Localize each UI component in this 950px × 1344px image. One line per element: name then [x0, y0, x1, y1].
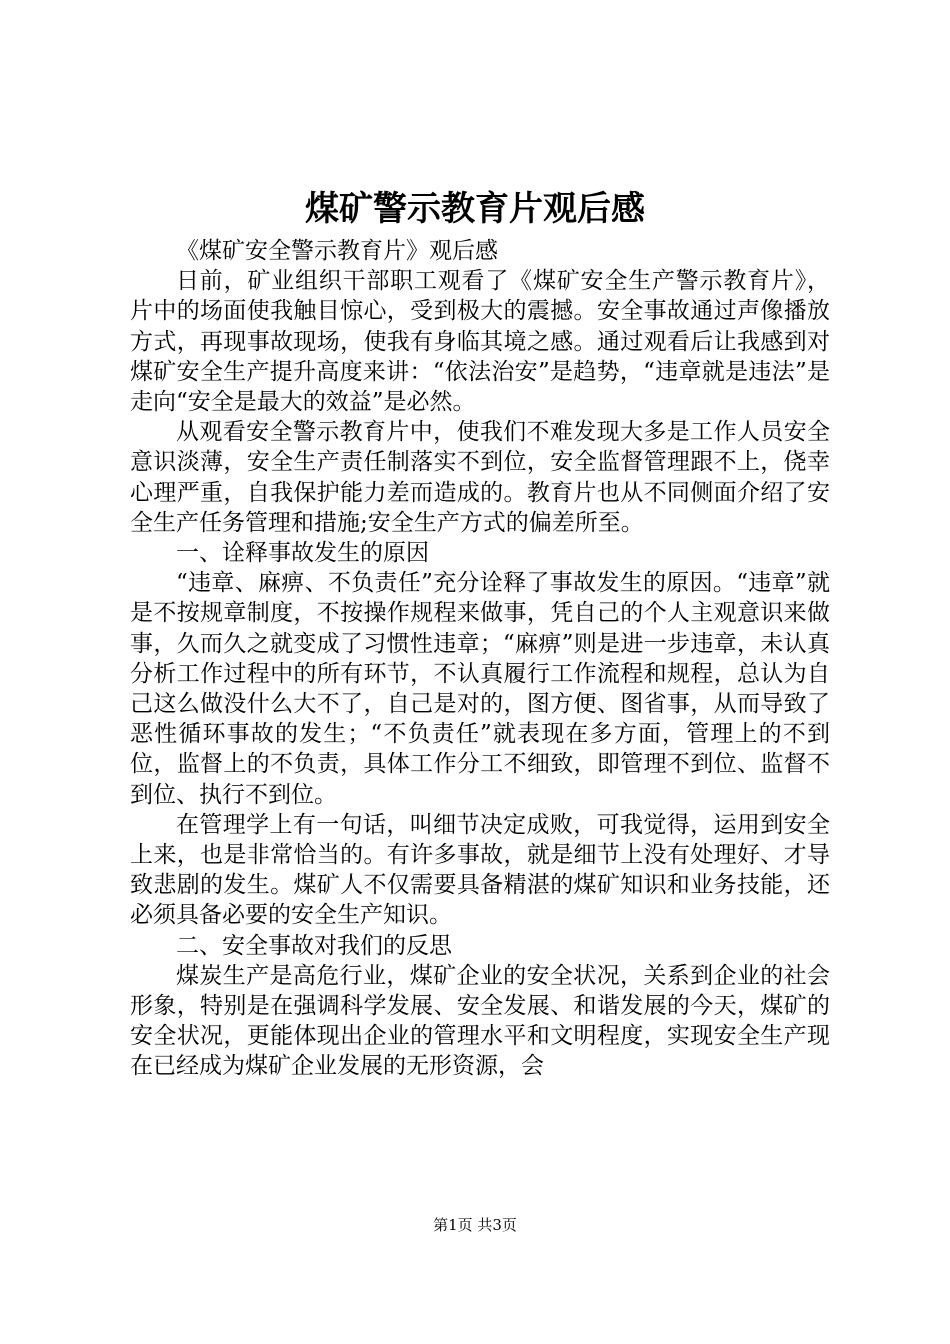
document-body	[130, 236, 830, 1082]
body-paragraph: 煤炭生产是高危行业，煤矿企业的安全状况，关系到企业的社会形象，特别是在强调科学发展、安全发展、和谐发展的今天，煤矿的安全状况，更能体现出企业的管理水平和文明程度，实现安全生产现在已经成为煤矿企业发展的无形资源，会	[130, 962, 830, 1080]
document-title: 煤矿警示教育片观后感	[305, 189, 645, 229]
body-paragraph: 日前，矿业组织干部职工观看了《煤矿安全生产警示教育片》，片中的场面使我触目惊心，受到极大的震撼。安全事故通过声像播放方式，再现事故现场，使我有身临其境之感。通过观看后让我感到对煤矿安全生产提升高度来讲：“依法治安”是趋势，“违章就是违法”是走向“安全是最大的效益”是必然。	[130, 268, 830, 416]
subtitle-paragraph: 《煤矿安全警示教育片》观后感	[176, 238, 498, 264]
body-paragraph: 在管理学上有一句话，叫细节决定成败，可我觉得，运用到安全上来，也是非常恰当的。有许多事故，就是细节上没有处理好、才导致悲剧的发生。煤矿人不仅需要具备精湛的煤矿知识和业务技能，还必须具备必要的安全生产知识。	[130, 811, 830, 929]
page-footer: 第1页 共3页	[433, 1216, 517, 1234]
section-heading: 二、安全事故对我们的反思	[176, 932, 452, 959]
body-paragraph: 从观看安全警示教育片中，使我们不难发现大多是工作人员安全意识淡薄，安全生产责任制落实不到位，安全监督管理跟不上，侥幸心理严重，自我保护能力差而造成的。教育片也从不同侧面介绍了安全生产任务管理和措施;安全生产方式的偏差所至。	[130, 419, 830, 536]
section-heading: 一、诠释事故发生的原因	[176, 540, 429, 567]
body-paragraph: “违章、麻痹、不负责任”充分诠释了事故发生的原因。“违章”就是不按规章制度，不按操作规程来做事，凭自己的个人主观意识来做事，久而久之就变成了习惯性违章；“麻痹”则是进一步违章，未认真分析工作过程中的所有环节，不认真履行工作流程和规程，总认为自己这么做没什么大不了，自己是对的，图方便、图省事，从而导致了恶性循环事故的发生；“不负责任”就表现在多方面，管理上的不到位，监督上的不负责，具体工作分工不细致，即管理不到位、监督不到位、执行不到位。	[130, 570, 830, 808]
